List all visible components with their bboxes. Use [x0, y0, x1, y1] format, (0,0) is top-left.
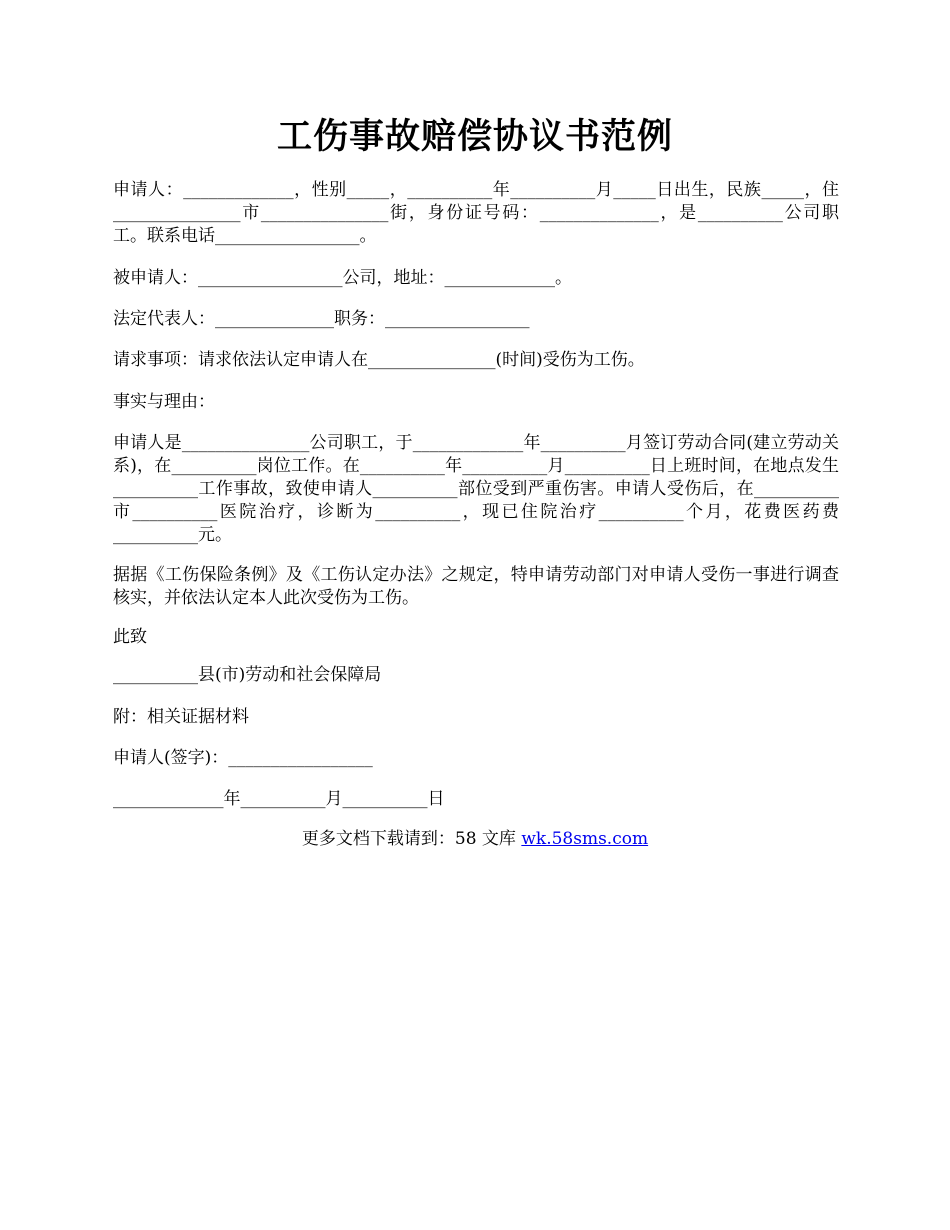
legal-representative-paragraph: 法定代表人：______________职务：_________________	[113, 309, 530, 329]
applicant-info-paragraph: 申请人：_____________，性别_____，__________年__________月_____日出生，民族_____，住_______________市_______________街，身份证号码：______________，是__________公司职工。联系电话_________________。	[113, 180, 839, 246]
legal-basis-paragraph: 据据《工伤保险条例》及《工伤认定办法》之规定，特申请劳动部门对申请人受伤一事进行调查核实，并依法认定本人此次受伤为工伤。	[113, 565, 839, 608]
recipient-bureau: __________县(市)劳动和社会保障局	[113, 665, 382, 685]
facts-heading: 事实与理由：	[113, 392, 215, 412]
footer-text: 更多文档下载请到：58 文库	[301, 829, 522, 849]
footer	[0, 828, 950, 851]
request-paragraph: 请求事项：请求依法认定申请人在_______________(时间)受伤为工伤。	[113, 350, 645, 370]
facts-paragraph: 申请人是_______________公司职工，于_____________年__________月签订劳动合同(建立劳动关系)，在__________岗位工作。在__________年__________月__________日上班时间，在地点发生__________工作事故，致使申请人__________部位受到严重伤害。申请人受伤后，在__________市__________医院治疗，诊断为__________，现已住院治疗__________个月，花费医药费__________元。	[113, 433, 839, 545]
salutation: 此致	[113, 627, 147, 647]
applicant-signature-line: 申请人(签字)：_________________	[113, 748, 373, 768]
date-line: _____________年__________月__________日	[113, 789, 445, 809]
document-title: 工伤事故赔偿协议书范例	[276, 116, 673, 157]
footer-link[interactable]: wk.58sms.com	[521, 829, 649, 849]
attachment-note: 附：相关证据材料	[113, 707, 249, 727]
respondent-paragraph: 被申请人：_________________公司，地址：_____________。	[113, 268, 572, 288]
